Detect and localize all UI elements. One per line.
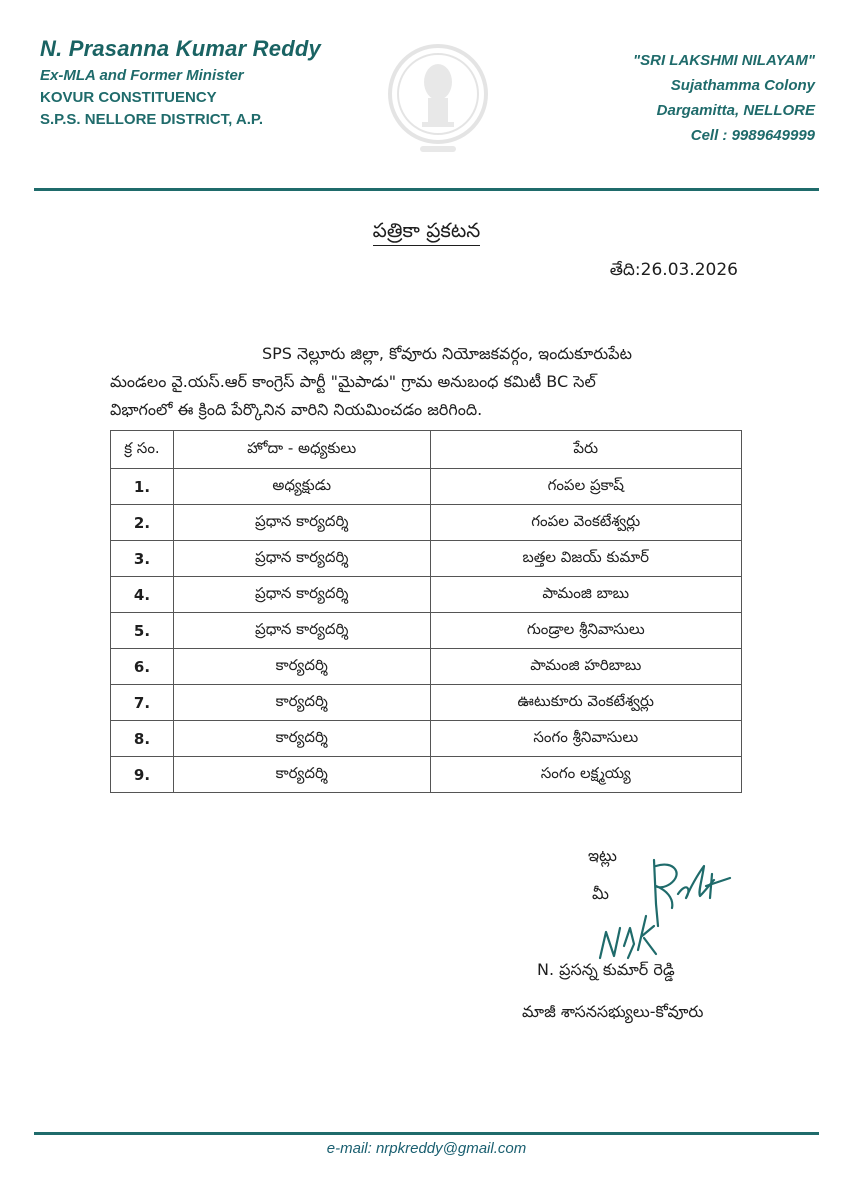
signer-title: మాజీ శాసనసభ్యులు-కోవూరు	[522, 1002, 704, 1021]
header-divider	[34, 188, 819, 191]
table-row	[111, 685, 742, 721]
letterhead-right	[633, 52, 815, 152]
press-release-title	[0, 218, 853, 247]
row-position: ప్రధాన కార్యదర్శి	[173, 613, 430, 649]
row-sno: 4.	[111, 577, 174, 613]
closing-line-1: ఇట్లు	[588, 846, 617, 865]
row-position: కార్యదర్శి	[173, 757, 430, 793]
closing-line-2: మీ	[592, 884, 609, 903]
address-title: "SRI LAKSHMI NILAYAM"	[633, 52, 815, 69]
letterhead-left	[40, 36, 321, 128]
letterhead-district: S.P.S. NELLORE DISTRICT, A.P.	[40, 111, 264, 128]
letterhead-name: N. Prasanna Kumar Reddy	[40, 36, 321, 61]
row-sno: 9.	[111, 757, 174, 793]
row-sno: 6.	[111, 649, 174, 685]
table-header-row	[111, 431, 742, 469]
table-row	[111, 721, 742, 757]
row-position: కార్యదర్శి	[173, 649, 430, 685]
body-line-2: మండలం వై.యస్.ఆర్ కాంగ్రెస్ పార్టీ "మైపాడు" గ్రామ అనుబంధ కమిటీ BC సెల్	[110, 372, 596, 391]
table-row	[111, 505, 742, 541]
row-name: గంపల వెంకటేశ్వర్లు	[430, 505, 742, 541]
row-name: ఊటుకూరు వెంకటేశ్వర్లు	[430, 685, 742, 721]
row-position: అధ్యక్షుడు	[173, 469, 430, 505]
address-line1: Sujathamma Colony	[670, 77, 815, 94]
row-name: గంపల ప్రకాష్	[430, 469, 742, 505]
signature-block	[0, 846, 853, 1026]
table-row	[111, 469, 742, 505]
handwritten-signature	[594, 854, 744, 964]
members-table	[110, 430, 742, 793]
state-emblem-icon	[386, 40, 490, 164]
row-name: గుండ్రాల శ్రీనివాసులు	[430, 613, 742, 649]
header-name: పేరు	[430, 431, 742, 469]
row-sno: 7.	[111, 685, 174, 721]
row-position: కార్యదర్శి	[173, 685, 430, 721]
cell-number: Cell : 9989649999	[690, 127, 815, 144]
row-position: ప్రధాన కార్యదర్శి	[173, 577, 430, 613]
header-position: హోదా - అధ్యకులు	[173, 431, 430, 469]
footer-email[interactable]: e-mail: nrpkreddy@gmail.com	[326, 1140, 527, 1157]
body-line-1: SPS నెల్లూరు జిల్లా, కోవూరు నియోజకవర్గం, ఇందుకూరుపేట	[262, 344, 632, 363]
row-position: ప్రధాన కార్యదర్శి	[173, 505, 430, 541]
row-name: సంగం శ్రీనివాసులు	[430, 721, 742, 757]
address-line2: Dargamitta, NELLORE	[656, 102, 815, 119]
table-row	[111, 577, 742, 613]
document-date: తేది:26.03.2026	[609, 260, 738, 280]
press-release-title-text: పత్రికా ప్రకటన	[373, 218, 481, 246]
table-row	[111, 649, 742, 685]
row-sno: 3.	[111, 541, 174, 577]
signer-name: N. ప్రసన్న కుమార్ రెడ్డి	[537, 960, 675, 979]
row-name: సంగం లక్ష్మయ్య	[430, 757, 742, 793]
table-row	[111, 757, 742, 793]
header-sno: క్ర సం.	[111, 431, 174, 469]
body-paragraph	[110, 340, 742, 424]
row-position: కార్యదర్శి	[173, 721, 430, 757]
row-name: పామంజి బాబు	[430, 577, 742, 613]
row-sno: 1.	[111, 469, 174, 505]
row-sno: 5.	[111, 613, 174, 649]
row-sno: 8.	[111, 721, 174, 757]
row-name: పామంజి హరిబాబు	[430, 649, 742, 685]
letterhead-constituency: KOVUR CONSTITUENCY	[40, 89, 217, 106]
body-line-3: విభాగంలో ఈ క్రింది పేర్కొనిన వారిని నియమించడం జరిగింది.	[110, 400, 483, 419]
table-row	[111, 541, 742, 577]
row-sno: 2.	[111, 505, 174, 541]
row-position: ప్రధాన కార్యదర్శి	[173, 541, 430, 577]
letterhead-designation: Ex-MLA and Former Minister	[40, 67, 244, 84]
table-row	[111, 613, 742, 649]
footer-divider	[34, 1132, 819, 1135]
row-name: బత్తల విజయ్ కుమార్	[430, 541, 742, 577]
